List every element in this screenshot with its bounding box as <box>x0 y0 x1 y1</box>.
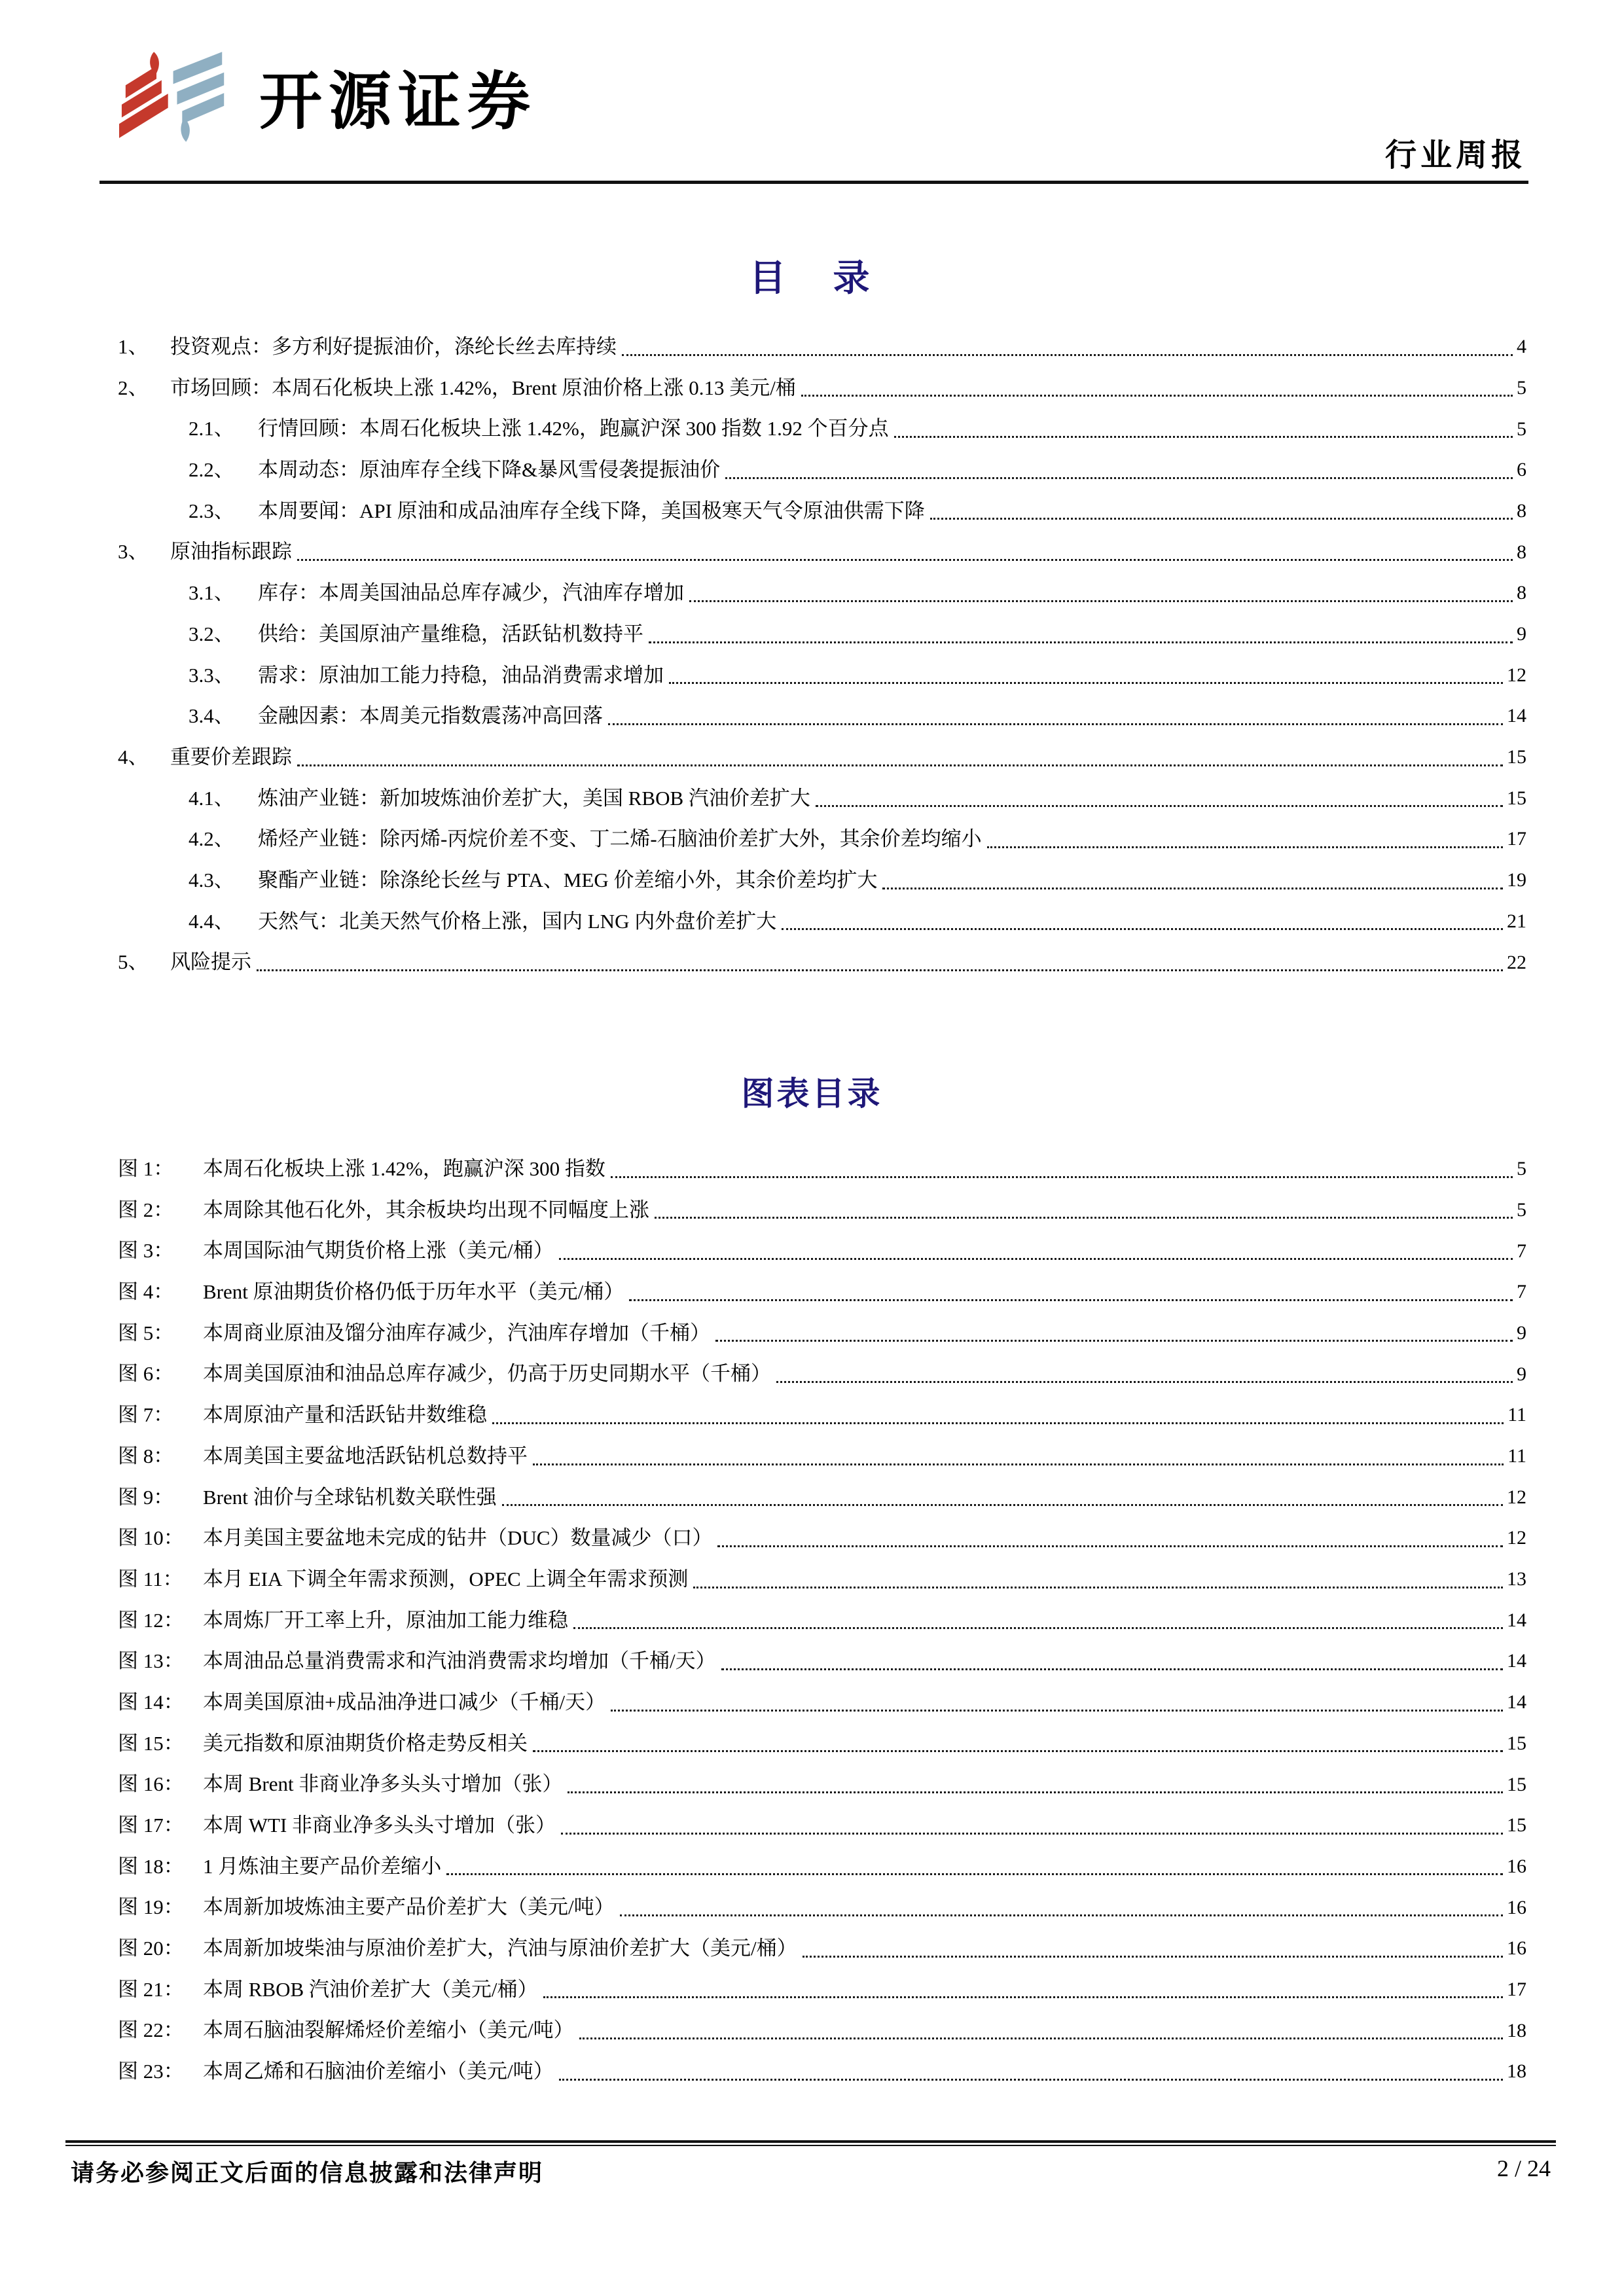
page-number-indicator: 2 / 24 <box>1496 2155 1551 2181</box>
toc-entry-number: 3.1、 <box>189 581 234 605</box>
figure-entry-title: 本月美国主要盆地未完成的钻井（DUC）数量减少（口） <box>203 1526 713 1550</box>
figure-entry-title: Brent 油价与全球钻机数关联性强 <box>203 1485 497 1509</box>
toc-entry <box>118 406 1526 448</box>
figure-entry-number: 图 10： <box>118 1526 184 1550</box>
toc-entry-number: 4.1、 <box>189 786 234 810</box>
figure-entry-title: 本周国际油气期货价格上涨（美元/桶） <box>203 1239 554 1263</box>
toc-entry-title: 本周动态：原油库存全线下降&暴风雪侵袭提振油价 <box>258 458 721 482</box>
toc-entry-title: 炼油产业链：新加坡炼油价差扩大，美国 RBOB 汽油价差扩大 <box>258 786 810 810</box>
figure-toc-title: 图表目录 <box>741 1075 883 1112</box>
figure-entry-title: 本周炼厂开工率上升，原油加工能力维稳 <box>203 1608 568 1632</box>
toc-entry <box>118 858 1526 899</box>
figure-entry-number: 图 9： <box>118 1485 174 1509</box>
figure-entry-number: 图 5： <box>118 1321 174 1344</box>
dotted-leader <box>725 477 1513 479</box>
toc-entry <box>118 899 1526 941</box>
dotted-leader <box>655 1217 1513 1219</box>
toc-entry-page: 22 <box>1507 951 1526 973</box>
toc-entry <box>118 776 1526 817</box>
figure-entry-page: 16 <box>1507 1855 1526 1877</box>
toc-entry-page: 9 <box>1517 623 1526 645</box>
figure-entry <box>118 1680 1526 1721</box>
figure-entry <box>118 1598 1526 1640</box>
figure-entry <box>118 2049 1526 2090</box>
figure-entry-title: 本周石化板块上涨 1.42%，跑赢沪深 300 指数 <box>203 1157 605 1181</box>
toc-entry <box>118 325 1526 366</box>
figure-entry-title: 本周美国原油和油品总库存减少，仍高于历史同期水平（千桶） <box>203 1362 771 1386</box>
figure-entry-title: 本周商业原油及馏分油库存减少，汽油库存增加（千桶） <box>203 1321 710 1344</box>
toc-entry-page: 4 <box>1517 336 1526 358</box>
company-logo <box>119 51 537 143</box>
figure-entry-page: 7 <box>1517 1240 1526 1262</box>
figure-entry-number: 图 19： <box>118 1895 184 1919</box>
figure-entry <box>118 1434 1526 1475</box>
figure-entry-page: 11 <box>1507 1445 1526 1467</box>
figure-entry-page: 18 <box>1507 2019 1526 2041</box>
toc-entry-page: 21 <box>1507 910 1526 932</box>
figure-entry-number: 图 1： <box>118 1157 174 1181</box>
toc-entry-page: 8 <box>1517 499 1526 522</box>
toc-entry-number: 3、 <box>118 540 149 564</box>
toc-title: 目 录 <box>749 259 875 299</box>
dotted-leader <box>721 1668 1503 1670</box>
dotted-leader <box>502 1504 1503 1506</box>
dotted-leader <box>446 1873 1503 1875</box>
footer-divider <box>65 2140 1556 2146</box>
dotted-leader <box>622 354 1513 356</box>
dotted-leader <box>803 1956 1503 1958</box>
dotted-leader <box>629 1299 1513 1301</box>
figure-entry <box>118 1352 1526 1393</box>
figure-entry <box>118 1270 1526 1311</box>
toc-entry-page: 5 <box>1517 418 1526 440</box>
toc-entry-number: 5、 <box>118 950 149 974</box>
figure-entry-title: 美元指数和原油期货价格走势反相关 <box>203 1731 528 1755</box>
figure-entry <box>118 1393 1526 1434</box>
figure-entry <box>118 1516 1526 1557</box>
figure-entry-title: 本周乙烯和石脑油价差缩小（美元/吨） <box>203 2060 554 2083</box>
toc-entry-number: 4.4、 <box>189 909 234 933</box>
dotted-leader <box>561 1833 1503 1835</box>
figure-entry-number: 图 20： <box>118 1937 184 1960</box>
toc-entry-page: 8 <box>1517 541 1526 563</box>
dotted-leader <box>689 600 1513 602</box>
dotted-leader <box>543 1996 1503 1998</box>
figure-entry-page: 5 <box>1517 1158 1526 1180</box>
figure-entry-title: 本周新加坡炼油主要产品价差扩大（美元/吨） <box>203 1895 615 1919</box>
header-divider <box>99 181 1528 184</box>
toc-entry-page: 5 <box>1517 376 1526 399</box>
figure-entry-number: 图 15： <box>118 1731 184 1755</box>
dotted-leader <box>717 1545 1503 1547</box>
toc-entry-title: 原油指标跟踪 <box>170 540 292 564</box>
figure-entry-page: 14 <box>1507 1691 1526 1713</box>
figure-entry-page: 16 <box>1507 1937 1526 1960</box>
figure-entry-title: Brent 原油期货价格仍低于历年水平（美元/桶） <box>203 1280 624 1304</box>
figure-entry-number: 图 12： <box>118 1608 184 1632</box>
figure-entry-page: 14 <box>1507 1650 1526 1672</box>
dotted-leader <box>816 805 1503 807</box>
figure-entry-number: 图 11： <box>118 1567 183 1590</box>
toc-entry-title: 重要价差跟踪 <box>170 745 292 768</box>
figure-entry-number: 图 4： <box>118 1280 174 1304</box>
figure-entry-number: 图 13： <box>118 1649 184 1673</box>
dotted-leader <box>579 2037 1503 2039</box>
toc-entry-number: 4、 <box>118 745 149 768</box>
toc-entry-title: 库存：本周美国油品总库存减少，汽油库存增加 <box>258 581 684 605</box>
toc-entry <box>118 694 1526 735</box>
toc-entry <box>118 366 1526 407</box>
toc-entry-number: 3.2、 <box>189 622 234 645</box>
toc-entry-number: 1、 <box>118 335 149 359</box>
figure-entry-number: 图 3： <box>118 1239 174 1263</box>
figure-entry-page: 12 <box>1507 1486 1526 1508</box>
dotted-leader <box>882 888 1503 889</box>
figure-entry <box>118 1229 1526 1270</box>
dotted-leader <box>611 1176 1513 1178</box>
figure-entry-title: 本周原油产量和活跃钻井数维稳 <box>203 1403 487 1427</box>
figure-entry-page: 11 <box>1507 1404 1526 1426</box>
dotted-leader <box>533 1463 1504 1465</box>
figure-entry <box>118 1147 1526 1188</box>
figure-entry-page: 14 <box>1507 1609 1526 1631</box>
figure-entry <box>118 2008 1526 2049</box>
toc-entry-title: 行情回顾：本周石化板块上涨 1.42%，跑赢沪深 300 指数 1.92 个百分点 <box>258 417 889 440</box>
figure-entry-number: 图 22： <box>118 2018 184 2042</box>
toc-entry-page: 15 <box>1507 787 1526 809</box>
figure-entry-page: 16 <box>1507 1896 1526 1918</box>
toc-entry-page: 12 <box>1507 664 1526 686</box>
figure-entry-title: 本月 EIA 下调全年需求预测，OPEC 上调全年需求预测 <box>203 1567 689 1590</box>
toc-entry-title: 市场回顾：本周石化板块上涨 1.42%，Brent 原油价格上涨 0.13 美元/桶 <box>170 376 796 399</box>
figure-entry-number: 图 6： <box>118 1362 174 1386</box>
dotted-leader <box>776 1381 1513 1383</box>
dotted-leader <box>669 682 1503 684</box>
figure-entry <box>118 1311 1526 1352</box>
toc-entry <box>118 653 1526 694</box>
dotted-leader <box>782 928 1503 930</box>
figure-entry-number: 图 17： <box>118 1814 184 1837</box>
toc-entry-number: 2.3、 <box>189 499 234 522</box>
figure-entry-title: 本周新加坡柴油与原油价差扩大，汽油与原油价差扩大（美元/桶） <box>203 1937 797 1960</box>
toc-entry-number: 4.2、 <box>189 827 234 851</box>
figure-entry <box>118 1885 1526 1926</box>
figure-entry-title: 本周石脑油裂解烯烃价差缩小（美元/吨） <box>203 2018 574 2042</box>
toc-entry-page: 14 <box>1507 705 1526 727</box>
figure-entry-number: 图 8： <box>118 1444 174 1467</box>
toc-entry-title: 风险提示 <box>170 950 251 974</box>
figure-entry-page: 13 <box>1507 1568 1526 1590</box>
toc-entry-title: 投资观点：多方利好提振油价，涤纶长丝去库持续 <box>170 335 617 359</box>
figure-entry-title: 本周 WTI 非商业净多头头寸增加（张） <box>203 1814 556 1837</box>
figure-entry-page: 9 <box>1517 1363 1526 1385</box>
figure-entry-page: 5 <box>1517 1198 1526 1221</box>
toc-entry <box>118 817 1526 858</box>
figure-entry-number: 图 23： <box>118 2060 184 2083</box>
dotted-leader <box>573 1627 1503 1629</box>
figure-entry-page: 12 <box>1507 1527 1526 1549</box>
toc-entry-title: 天然气：北美天然气价格上涨，国内 LNG 内外盘价差扩大 <box>258 909 777 933</box>
toc-entry-page: 15 <box>1507 746 1526 768</box>
figure-entry-title: 本周美国主要盆地活跃钻机总数持平 <box>203 1444 528 1467</box>
dotted-leader <box>559 1258 1513 1260</box>
toc-entry <box>118 529 1526 571</box>
figure-entry <box>118 1803 1526 1844</box>
toc-entry <box>118 489 1526 530</box>
figure-entry-title: 本周 Brent 非商业净多头头寸增加（张） <box>203 1772 563 1796</box>
toc-entry-title: 烯烃产业链：除丙烯-丙烷价差不变、丁二烯-石脑油价差扩大外，其余价差均缩小 <box>258 827 982 851</box>
toc-entry <box>118 571 1526 612</box>
toc-entry-number: 2.1、 <box>189 417 234 440</box>
toc-entry-page: 17 <box>1507 828 1526 850</box>
toc-entry-number: 2、 <box>118 376 149 399</box>
figure-entry-number: 图 7： <box>118 1403 174 1427</box>
figure-entry-page: 7 <box>1517 1281 1526 1303</box>
figure-entry-title: 本周油品总量消费需求和汽油消费需求均增加（千桶/天） <box>203 1649 716 1673</box>
toc-entry-page: 8 <box>1517 582 1526 604</box>
brand-name: 开源证券 <box>259 65 537 138</box>
toc-entry-title: 聚酯产业链：除涤纶长丝与 PTA、MEG 价差缩小外，其余价差均扩大 <box>258 868 878 891</box>
dotted-leader <box>611 1710 1503 1712</box>
figure-entry-page: 17 <box>1507 1978 1526 2000</box>
figure-entry <box>118 1926 1526 1967</box>
toc-list <box>118 325 1526 981</box>
dotted-leader <box>649 641 1513 643</box>
figure-entry <box>118 1762 1526 1803</box>
toc-entry <box>118 612 1526 653</box>
figure-entry <box>118 1188 1526 1229</box>
figure-entry-title: 本周美国原油+成品油净进口减少（千桶/天） <box>203 1690 606 1713</box>
toc-entry-page: 19 <box>1507 869 1526 891</box>
figure-entry-page: 18 <box>1507 2060 1526 2083</box>
figure-entry-title: 1 月炼油主要产品价差缩小 <box>203 1854 442 1878</box>
figure-entry-title: 本周 RBOB 汽油价差扩大（美元/桶） <box>203 1977 538 2001</box>
toc-entry-number: 3.4、 <box>189 704 234 728</box>
toc-entry-title: 本周要闻：API 原油和成品油库存全线下降，美国极寒天气令原油供需下降 <box>258 499 925 522</box>
figure-entry <box>118 1475 1526 1516</box>
figure-entry <box>118 1721 1526 1763</box>
dotted-leader <box>297 559 1513 561</box>
dotted-leader <box>620 1914 1503 1916</box>
report-type-label: 行业周报 <box>1384 138 1526 173</box>
figure-entry-page: 15 <box>1507 1814 1526 1837</box>
figure-entry-title: 本周除其他石化外，其余板块均出现不同幅度上涨 <box>203 1198 649 1221</box>
dotted-leader <box>559 2079 1503 2081</box>
figure-entry-page: 15 <box>1507 1732 1526 1754</box>
dotted-leader <box>297 764 1503 766</box>
dotted-leader <box>533 1750 1503 1752</box>
toc-entry <box>118 448 1526 489</box>
figure-entry <box>118 1967 1526 2009</box>
figure-entry-number: 图 18： <box>118 1854 184 1878</box>
dotted-leader <box>492 1422 1504 1424</box>
kaiyuan-logo-icon <box>119 51 232 143</box>
toc-entry-number: 2.2、 <box>189 458 234 482</box>
figure-entry-number: 图 21： <box>118 1977 184 2001</box>
toc-entry-number: 4.3、 <box>189 868 234 891</box>
dotted-leader <box>693 1587 1503 1588</box>
dotted-leader <box>257 969 1503 971</box>
toc-entry-page: 6 <box>1517 459 1526 481</box>
figure-list <box>118 1147 1526 2090</box>
figure-entry <box>118 1639 1526 1680</box>
dotted-leader <box>801 395 1513 397</box>
figure-entry-number: 图 14： <box>118 1690 184 1713</box>
dotted-leader <box>894 436 1513 438</box>
figure-entry <box>118 1557 1526 1598</box>
toc-entry-number: 3.3、 <box>189 663 234 687</box>
figure-entry-number: 图 2： <box>118 1198 174 1221</box>
dotted-leader <box>568 1791 1503 1793</box>
figure-entry <box>118 1844 1526 1886</box>
toc-entry-title: 供给：美国原油产量维稳，活跃钻机数持平 <box>258 622 643 645</box>
dotted-leader <box>608 723 1503 725</box>
toc-entry <box>118 735 1526 776</box>
figure-entry-page: 9 <box>1517 1321 1526 1344</box>
footer-disclaimer: 请务必参阅正文后面的信息披露和法律声明 <box>71 2160 544 2186</box>
dotted-leader <box>987 846 1503 848</box>
toc-entry <box>118 940 1526 981</box>
toc-entry-title: 金融因素：本周美元指数震荡冲高回落 <box>258 704 603 728</box>
dotted-leader <box>930 518 1513 520</box>
figure-entry-page: 15 <box>1507 1773 1526 1795</box>
dotted-leader <box>715 1340 1513 1342</box>
figure-entry-number: 图 16： <box>118 1772 184 1796</box>
toc-entry-title: 需求：原油加工能力持稳，油品消费需求增加 <box>258 663 664 687</box>
